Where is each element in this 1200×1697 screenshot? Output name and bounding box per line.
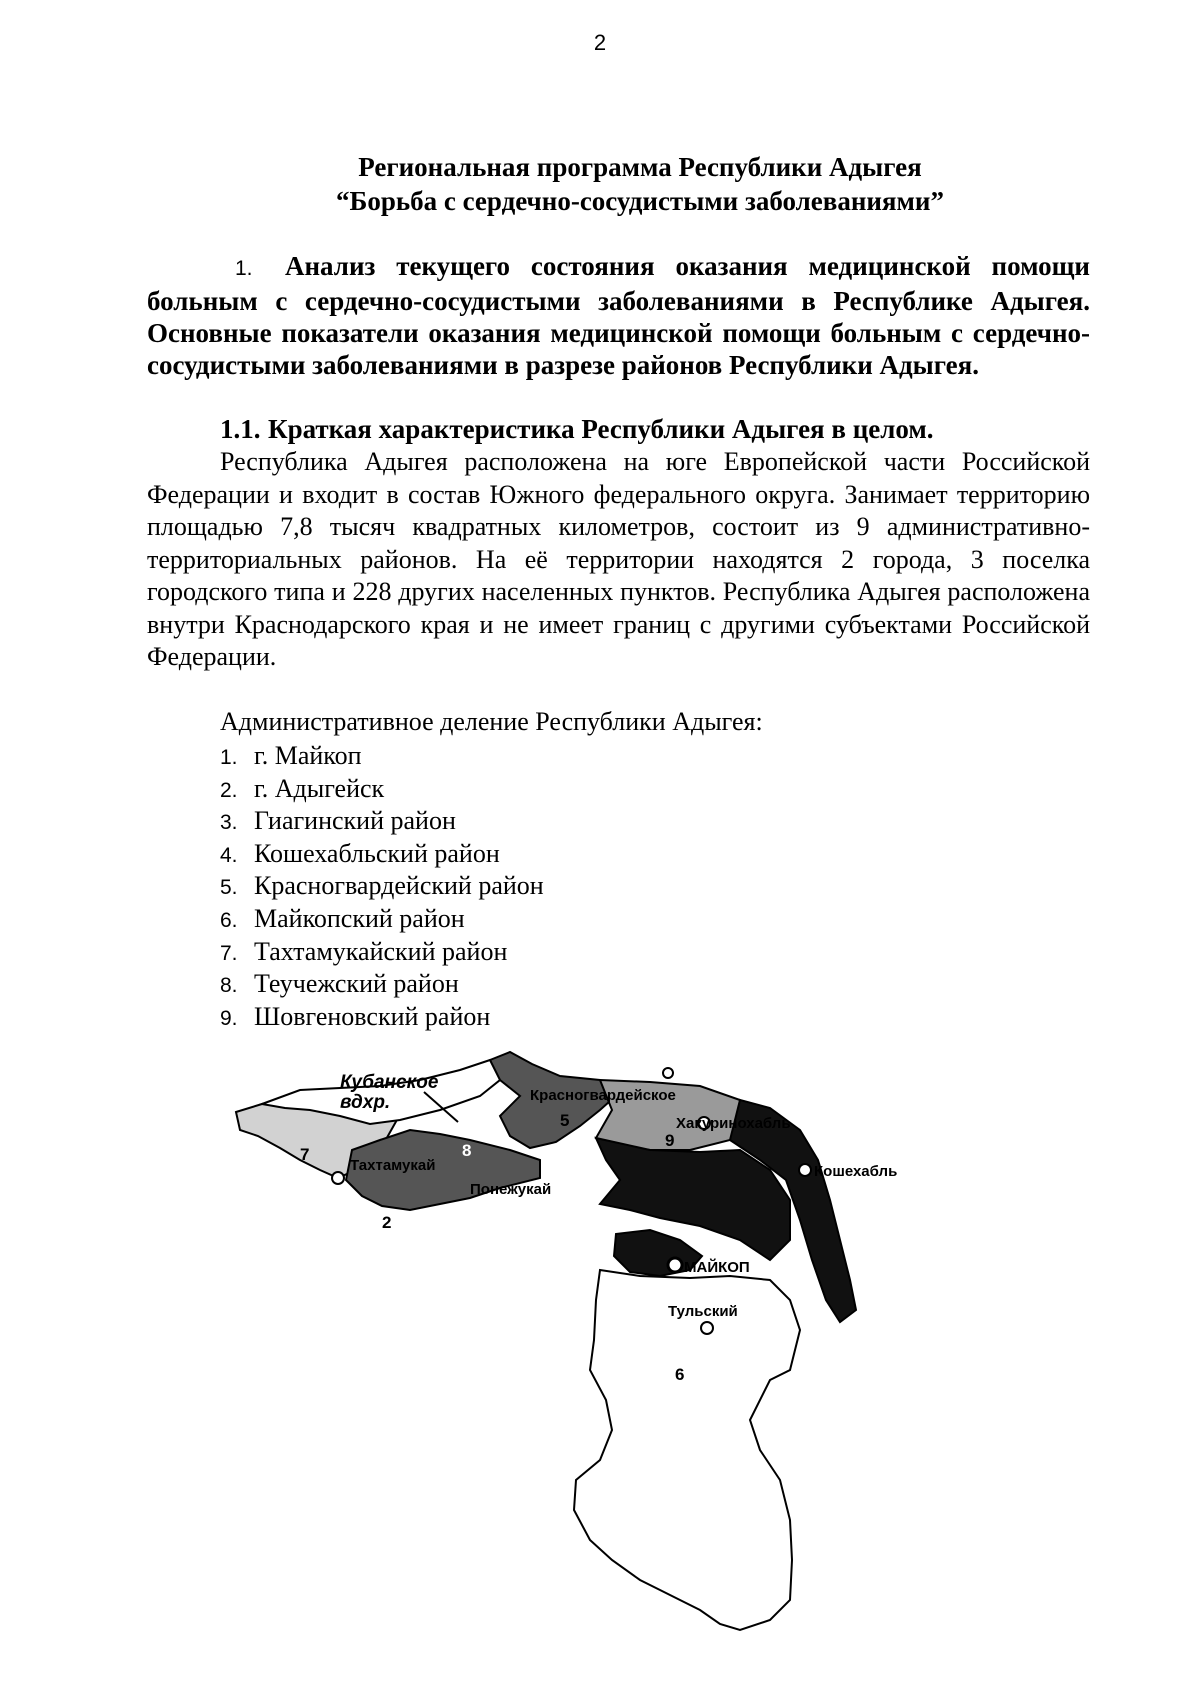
district-number: 2 [382, 1213, 392, 1232]
district-number: 6 [675, 1365, 685, 1384]
page-number: 2 [593, 30, 607, 55]
district-number: 8 [462, 1141, 472, 1160]
section-heading [147, 250, 1090, 381]
settlement-marker [663, 1068, 673, 1078]
list-item-name: г. Майкоп [254, 741, 362, 770]
settlement-label: Понежукай [470, 1181, 552, 1198]
list-item-index: 8. [220, 974, 238, 998]
list-item-name: Гиагинский район [254, 806, 456, 836]
settlement-marker [799, 1164, 811, 1176]
section-heading-text: Анализ текущего состояния оказания медицинской помощи больным с сердечно-сосудистыми заболеваниями в Республике Адыгея. Основные показатели оказания медицинской помощи больным с сердечно-сосудистыми заболеваниями в разрезе районов Республики Адыгея. [147, 251, 1090, 380]
list-item [220, 968, 544, 1001]
list-item-name: Тахтамукайский район [254, 936, 508, 966]
list-item [220, 838, 544, 871]
list-item-name: Майкопский район [254, 903, 465, 933]
district-number: 9 [665, 1131, 675, 1150]
adygea-district-map [225, 1050, 945, 1650]
subsection-number: 1.1. [220, 414, 261, 444]
list-item-name: Красногвардейский район [254, 871, 544, 901]
list-item [220, 870, 544, 903]
settlement-label: Хакуринохабль [676, 1115, 791, 1132]
document-title [200, 150, 1080, 218]
list-item [220, 903, 544, 936]
admin-division-list [220, 740, 544, 1033]
settlement-label: МАЙКОП [684, 1259, 750, 1276]
settlement-marker [332, 1172, 344, 1184]
list-item-index: 4. [220, 843, 238, 867]
title-line-1: Региональная программа Республики Адыгея [358, 152, 922, 182]
list-item-name: Кошехабльский район [254, 838, 500, 868]
list-item [220, 1001, 544, 1034]
subsection-heading-text: Краткая характеристика Республики Адыгея в целом. [268, 414, 934, 444]
list-item [220, 740, 544, 773]
settlement-marker [668, 1258, 682, 1272]
list-item-index: 7. [220, 941, 238, 965]
settlement-marker [701, 1322, 713, 1334]
list-item-name: г. Адыгейск [254, 773, 385, 803]
settlement-label: Тульский [668, 1303, 738, 1320]
list-item-index: 2. [220, 778, 238, 802]
list-item-index: 6. [220, 908, 238, 932]
list-item-index: 5. [220, 876, 238, 900]
reservoir-label: Кубанское [340, 1072, 439, 1093]
list-item [220, 805, 544, 838]
list-item-index: 1. [220, 746, 238, 769]
list-item-index: 3. [220, 811, 238, 835]
settlement-label: Кошехабль [814, 1163, 898, 1180]
list-item-name: Шовгеновский район [254, 1001, 491, 1031]
reservoir-label: вдхр. [340, 1092, 391, 1113]
list-item-index: 9. [220, 1006, 238, 1030]
district-number: 5 [560, 1111, 570, 1130]
body-paragraph: Республика Адыгея расположена на юге Европейской части Российской Федерации и входит в состав Южного федерального округа. Занимает территорию площадью 7,8 тысяч квадратных километров, состоит из 9 административно-территориальных районов. На её территории находятся 2 города, 3 поселка городского типа и 228 других населенных пунктов. Республика Адыгея расположена внутри Краснодарского края и не имеет границ с другими субъектами Российской Федерации. [147, 447, 1090, 671]
list-item [220, 773, 544, 806]
list-item-name: Теучежский район [254, 969, 459, 999]
list-item [220, 936, 544, 969]
title-line-2: “Борьба с сердечно-сосудистыми заболеваниями” [335, 186, 944, 216]
district-6-region [574, 1270, 800, 1630]
list-intro: Административное деление Республики Адыгея: [220, 707, 763, 736]
subsection-heading [220, 413, 1090, 445]
section-number: 1. [235, 257, 253, 280]
district-number: 7 [300, 1145, 310, 1164]
settlement-label: Красногвардейское [530, 1087, 676, 1104]
settlement-label: Тахтамукай [350, 1157, 436, 1174]
